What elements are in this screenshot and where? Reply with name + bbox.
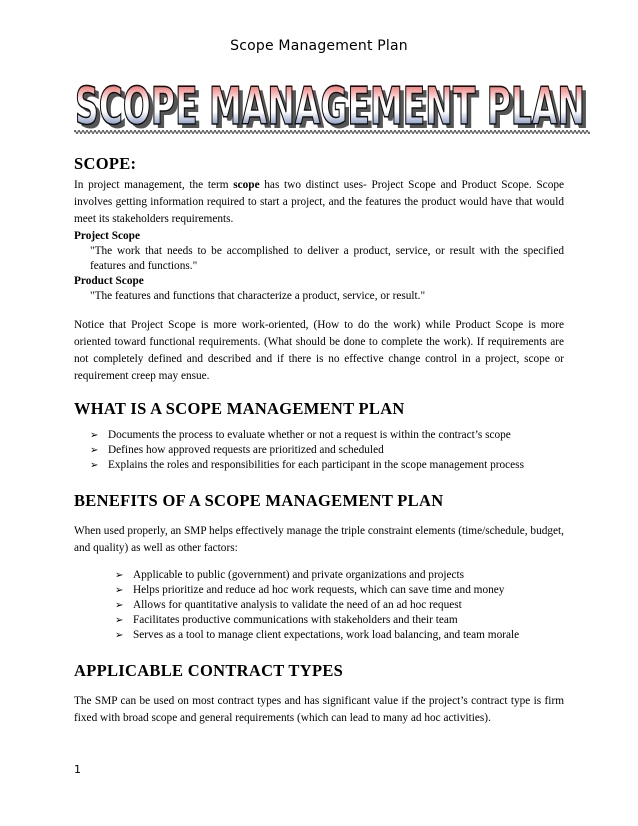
benefits-intro: When used properly, an SMP helps effectively manage the triple constraint elements (time/schedule, budget, and quality) as well as other factors: — [74, 525, 564, 554]
list-item — [115, 613, 564, 628]
page-number: 1 — [74, 763, 81, 776]
document-body — [74, 150, 564, 727]
banner-shadow-text: SCOPE MANAGEMENT PLAN — [79, 81, 589, 140]
list-item-text: Documents the process to evaluate whether or not a request is within the contract’s scope — [108, 429, 511, 441]
list-item — [115, 598, 564, 613]
arrow-bullet-icon: ➢ — [115, 600, 124, 611]
heading-scope: SCOPE: — [74, 154, 137, 173]
benefits-list — [115, 568, 564, 643]
product-scope-label: Product Scope — [74, 275, 144, 287]
arrow-bullet-icon: ➢ — [115, 585, 124, 596]
project-scope-label: Project Scope — [74, 230, 140, 242]
scope-intro: In project management, the term scope has two distinct uses- Project Scope and Product Scope. Scope involves getting information required to start a project, and the features the product would have that would meet its stakeholders requirements. — [74, 179, 565, 225]
scope-notice: Notice that Project Scope is more work-oriented, (How to do the work) while Product Scope is more oriented toward functional requirements. (What should be done to complete the work). If requirements are not completely defined and described and if there is no effective change control in a project, scope or requirement creep may ensue. — [74, 319, 564, 382]
list-item — [115, 568, 564, 583]
list-item-text: Defines how approved requests are prioritized and scheduled — [108, 444, 384, 456]
project-scope-definition: "The work that needs to be accomplished to deliver a product, service, or result with the specified features and functions." — [90, 245, 564, 272]
heading-what-is: WHAT IS A SCOPE MANAGEMENT PLAN — [74, 399, 405, 418]
list-item — [90, 443, 564, 458]
arrow-bullet-icon: ➢ — [90, 445, 99, 456]
wavy-divider — [74, 128, 590, 136]
list-item-text: Explains the roles and responsibilities for each participant in the scope management process — [108, 459, 524, 471]
list-item — [115, 628, 564, 643]
arrow-bullet-icon: ➢ — [115, 630, 124, 641]
heading-contract-types: APPLICABLE CONTRACT TYPES — [74, 661, 344, 680]
arrow-bullet-icon: ➢ — [115, 615, 124, 626]
page-header-title: Scope Management Plan — [230, 38, 408, 54]
list-item-text: Serves as a tool to manage client expectations, work load balancing, and team morale — [133, 629, 520, 641]
arrow-bullet-icon: ➢ — [115, 570, 124, 581]
list-item — [90, 458, 564, 473]
list-item — [90, 428, 564, 443]
arrow-bullet-icon: ➢ — [90, 460, 99, 471]
heading-benefits: BENEFITS OF A SCOPE MANAGEMENT PLAN — [74, 491, 444, 510]
arrow-bullet-icon: ➢ — [90, 430, 99, 441]
product-scope-definition: "The features and functions that characterize a product, service, or result." — [90, 290, 426, 302]
list-item-text: Applicable to public (government) and private organizations and projects — [133, 569, 465, 581]
list-item-text: Facilitates productive communications with stakeholders and their team — [133, 614, 458, 626]
what-is-list — [90, 428, 564, 473]
list-item-text: Helps prioritize and reduce ad hoc work requests, which can save time and money — [133, 584, 505, 596]
banner-main-text: SCOPE MANAGEMENT PLAN — [75, 77, 585, 137]
list-item — [115, 583, 564, 598]
contracts-text: The SMP can be used on most contract types and has significant value if the project’s contract type is firm fixed with broad scope and general requirements (which can lead to many ad hoc activities). — [74, 695, 564, 724]
list-item-text: Allows for quantitative analysis to validate the need of an ad hoc request — [133, 599, 462, 611]
